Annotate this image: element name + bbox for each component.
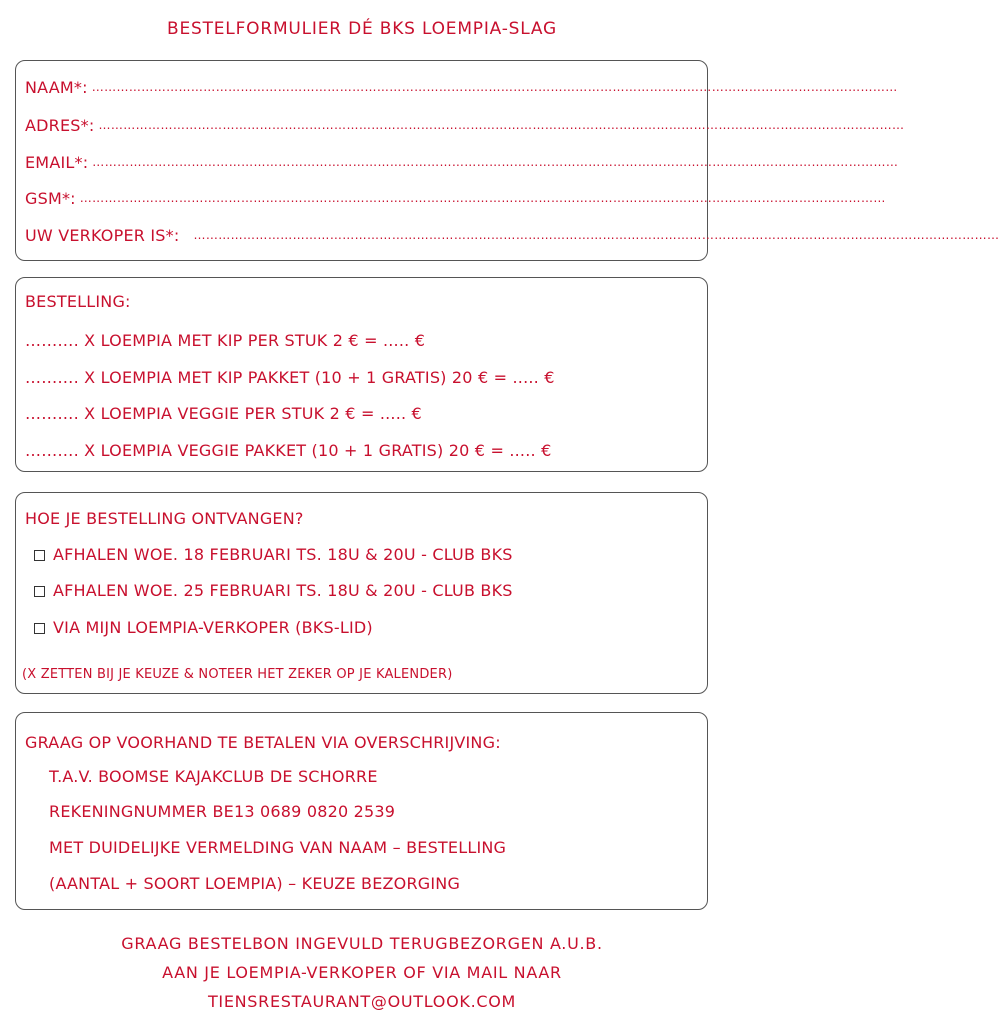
footer-line-1: GRAAG BESTELBON INGEVULD TERUGBEZORGEN A.U.B.	[121, 934, 603, 953]
email-dots: ……………………………………………………………………………………………………………………………………………………………………………	[92, 155, 899, 169]
address-dots: ……………………………………………………………………………………………………………………………………………………………………………	[98, 118, 905, 132]
order-item-chicken-single[interactable]: ………. X LOEMPIA MET KIP PER STUK 2 € = ..... €	[25, 331, 426, 350]
order-item-veggie-pack[interactable]: ………. X LOEMPIA VEGGIE PAKKET (10 + 1 GRATIS) 20 € = ..... €	[25, 441, 552, 460]
order-box	[15, 277, 708, 472]
delivery-option-feb25-label: AFHALEN WOE. 25 FEBRUARI TS. 18U & 20U - CLUB BKS	[53, 581, 513, 600]
gsm-label: GSM*:	[25, 189, 76, 208]
address-field[interactable]	[25, 116, 905, 135]
gsm-field[interactable]	[25, 189, 886, 208]
name-dots: ……………………………………………………………………………………………………………………………………………………………………………	[91, 80, 898, 94]
payment-reference: MET DUIDELIJKE VERMELDING VAN NAAM – BESTELLING	[49, 838, 507, 857]
delivery-option-seller-label: VIA MIJN LOEMPIA-VERKOPER (BKS-LID)	[53, 618, 373, 637]
footer-line-2: AAN JE LOEMPIA-VERKOPER OF VIA MAIL NAAR	[162, 963, 562, 982]
payment-reference-detail: (AANTAL + SOORT LOEMPIA) – KEUZE BEZORGING	[49, 874, 461, 893]
footer-email[interactable]: TIENSRESTAURANT@OUTLOOK.COM	[207, 992, 517, 1011]
name-label: NAAM*:	[25, 78, 88, 97]
delivery-option-feb18-label: AFHALEN WOE. 18 FEBRUARI TS. 18U & 20U - CLUB BKS	[53, 545, 513, 564]
order-heading: BESTELLING:	[25, 292, 131, 311]
delivery-option-feb25[interactable]	[34, 581, 513, 600]
order-item-veggie-single[interactable]: ………. X LOEMPIA VEGGIE PER STUK 2 € = ..... €	[25, 404, 422, 423]
email-field[interactable]	[25, 153, 899, 172]
delivery-box	[15, 492, 708, 694]
form-title: BESTELFORMULIER DÉ BKS LOEMPIA-SLAG	[166, 19, 558, 39]
checkbox-seller[interactable]	[34, 623, 45, 634]
payment-account: REKENINGNUMMER BE13 0689 0820 2539	[49, 802, 396, 821]
delivery-heading: HOE JE BESTELLING ONTVANGEN?	[25, 509, 304, 528]
gsm-dots: ……………………………………………………………………………………………………………………………………………………………………………	[79, 191, 886, 205]
seller-dots: ……………………………………………………………………………………………………………………………………………………………………………	[193, 228, 999, 242]
name-field[interactable]	[25, 78, 898, 97]
address-label: ADRES*:	[25, 116, 95, 135]
delivery-option-seller[interactable]	[34, 618, 373, 637]
checkbox-feb18[interactable]	[34, 550, 45, 561]
payment-box	[15, 712, 708, 910]
checkbox-feb25[interactable]	[34, 586, 45, 597]
seller-field[interactable]	[25, 226, 999, 245]
delivery-note: (X ZETTEN BIJ JE KEUZE & NOTEER HET ZEKER OP JE KALENDER)	[22, 667, 453, 682]
payment-recipient: T.A.V. BOOMSE KAJAKCLUB DE SCHORRE	[49, 767, 378, 786]
payment-heading: GRAAG OP VOORHAND TE BETALEN VIA OVERSCHRIJVING:	[25, 733, 501, 752]
delivery-option-feb18[interactable]	[34, 545, 513, 564]
email-label: EMAIL*:	[25, 153, 89, 172]
order-item-chicken-pack[interactable]: ………. X LOEMPIA MET KIP PAKKET (10 + 1 GRATIS) 20 € = ..... €	[25, 368, 555, 387]
seller-label: UW VERKOPER IS*:	[25, 226, 180, 245]
contact-box	[15, 60, 999, 261]
